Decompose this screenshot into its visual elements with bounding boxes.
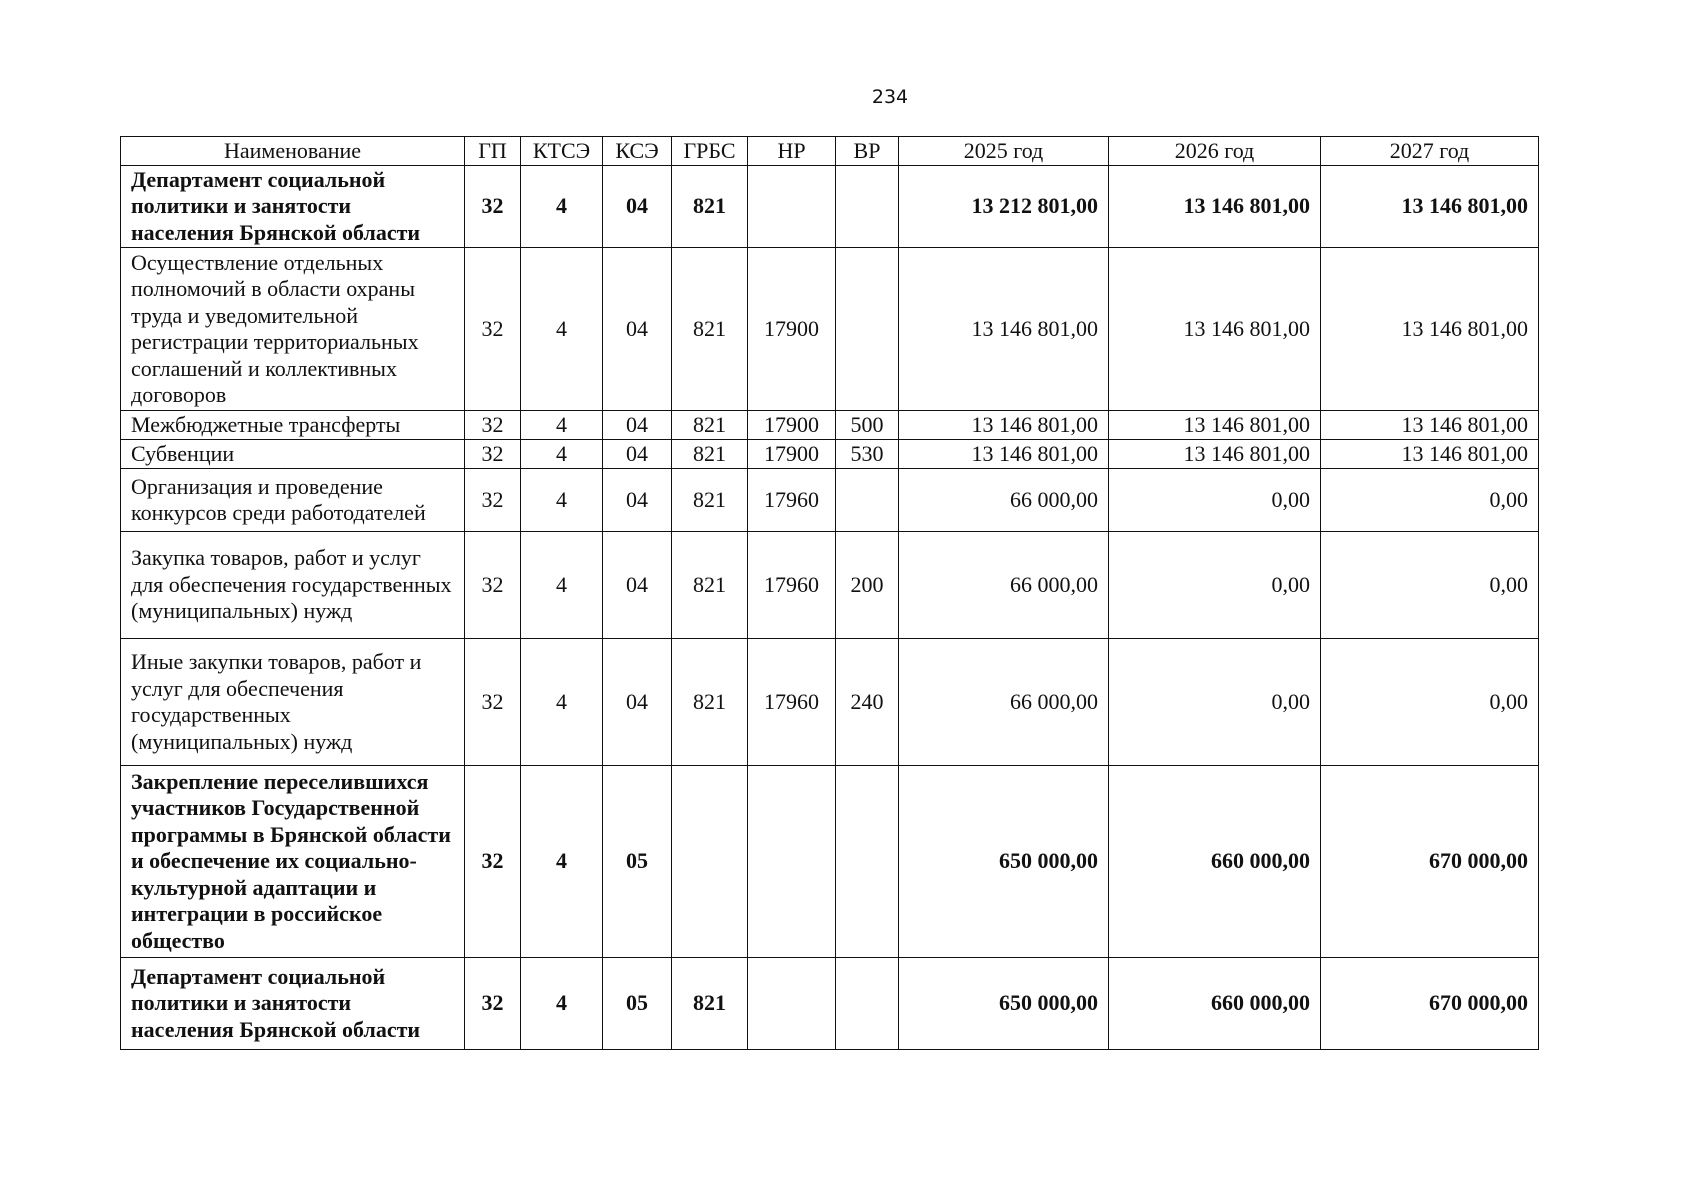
cell-nr: 17960 (748, 532, 836, 639)
cell-2026: 13 146 801,00 (1109, 440, 1321, 469)
cell-2027: 0,00 (1321, 639, 1539, 766)
cell-nr: 17900 (748, 440, 836, 469)
cell-nr (748, 958, 836, 1050)
cell-grbs (672, 766, 748, 958)
cell-2025: 650 000,00 (899, 958, 1109, 1050)
cell-grbs: 821 (672, 440, 748, 469)
table-row (121, 639, 1539, 766)
cell-ktse: 4 (521, 958, 603, 1050)
cell-kse: 04 (603, 166, 672, 248)
cell-ktse: 4 (521, 532, 603, 639)
cell-kse: 04 (603, 248, 672, 411)
cell-name: Субвенции (121, 440, 465, 469)
table-row (121, 166, 1539, 248)
cell-ktse: 4 (521, 440, 603, 469)
cell-kse: 04 (603, 639, 672, 766)
cell-nr: 17960 (748, 639, 836, 766)
cell-grbs: 821 (672, 532, 748, 639)
column-header-ktse: КТСЭ (521, 137, 603, 166)
cell-gp: 32 (465, 639, 521, 766)
cell-2027: 0,00 (1321, 532, 1539, 639)
cell-2026: 0,00 (1109, 639, 1321, 766)
cell-gp: 32 (465, 411, 521, 440)
cell-nr: 17960 (748, 469, 836, 532)
cell-vr (836, 958, 899, 1050)
cell-2025: 13 146 801,00 (899, 248, 1109, 411)
cell-nr (748, 166, 836, 248)
cell-grbs: 821 (672, 411, 748, 440)
cell-vr (836, 248, 899, 411)
cell-2025: 66 000,00 (899, 469, 1109, 532)
cell-vr: 530 (836, 440, 899, 469)
cell-2026: 0,00 (1109, 469, 1321, 532)
cell-2025: 13 146 801,00 (899, 440, 1109, 469)
cell-2026: 13 146 801,00 (1109, 166, 1321, 248)
cell-name: Иные закупки товаров, работ и услуг для обеспечения государственных (муниципальных) нужд (121, 639, 465, 766)
cell-gp: 32 (465, 958, 521, 1050)
cell-2026: 660 000,00 (1109, 958, 1321, 1050)
cell-ktse: 4 (521, 166, 603, 248)
cell-2025: 650 000,00 (899, 766, 1109, 958)
cell-vr: 500 (836, 411, 899, 440)
cell-kse: 04 (603, 469, 672, 532)
column-header-2025: 2025 год (899, 137, 1109, 166)
cell-name: Закрепление переселившихся участников Государственной программы в Брянской области и обеспечение их социально-культурной адаптации и интеграции в российское общество (121, 766, 465, 958)
table-row (121, 958, 1539, 1050)
cell-ktse: 4 (521, 248, 603, 411)
cell-2027: 13 146 801,00 (1321, 440, 1539, 469)
cell-name: Департамент социальной политики и занятости населения Брянской области (121, 958, 465, 1050)
table-row (121, 248, 1539, 411)
column-header-2026: 2026 год (1109, 137, 1321, 166)
cell-nr: 17900 (748, 411, 836, 440)
column-header-vr: ВР (836, 137, 899, 166)
cell-2025: 13 146 801,00 (899, 411, 1109, 440)
cell-name: Департамент социальной политики и занятости населения Брянской области (121, 166, 465, 248)
cell-ktse: 4 (521, 469, 603, 532)
cell-2027: 0,00 (1321, 469, 1539, 532)
budget-table (120, 136, 1539, 1050)
cell-ktse: 4 (521, 411, 603, 440)
table-header-row (121, 137, 1539, 166)
cell-2027: 670 000,00 (1321, 958, 1539, 1050)
cell-grbs: 821 (672, 166, 748, 248)
cell-grbs: 821 (672, 469, 748, 532)
cell-kse: 05 (603, 766, 672, 958)
cell-2027: 13 146 801,00 (1321, 248, 1539, 411)
cell-vr: 240 (836, 639, 899, 766)
cell-name: Межбюджетные трансферты (121, 411, 465, 440)
column-header-kse: КСЭ (603, 137, 672, 166)
cell-name: Осуществление отдельных полномочий в области охраны труда и уведомительной регистрации территориальных соглашений и коллективных договоров (121, 248, 465, 411)
cell-2027: 13 146 801,00 (1321, 166, 1539, 248)
cell-grbs: 821 (672, 639, 748, 766)
cell-2025: 13 212 801,00 (899, 166, 1109, 248)
cell-kse: 04 (603, 440, 672, 469)
cell-2027: 13 146 801,00 (1321, 411, 1539, 440)
cell-2026: 0,00 (1109, 532, 1321, 639)
table-row (121, 766, 1539, 958)
cell-2026: 13 146 801,00 (1109, 411, 1321, 440)
cell-kse: 05 (603, 958, 672, 1050)
cell-grbs: 821 (672, 248, 748, 411)
cell-grbs: 821 (672, 958, 748, 1050)
cell-2026: 13 146 801,00 (1109, 248, 1321, 411)
cell-2027: 670 000,00 (1321, 766, 1539, 958)
column-header-nr: НР (748, 137, 836, 166)
cell-gp: 32 (465, 166, 521, 248)
table-row (121, 469, 1539, 532)
cell-gp: 32 (465, 440, 521, 469)
cell-vr (836, 766, 899, 958)
cell-gp: 32 (465, 469, 521, 532)
column-header-gp: ГП (465, 137, 521, 166)
cell-vr: 200 (836, 532, 899, 639)
cell-kse: 04 (603, 411, 672, 440)
column-header-name: Наименование (121, 137, 465, 166)
cell-gp: 32 (465, 532, 521, 639)
table-body (121, 166, 1539, 1050)
cell-name: Закупка товаров, работ и услуг для обеспечения государственных (муниципальных) нужд (121, 532, 465, 639)
table-row (121, 411, 1539, 440)
cell-gp: 32 (465, 248, 521, 411)
column-header-2027: 2027 год (1321, 137, 1539, 166)
cell-gp: 32 (465, 766, 521, 958)
cell-ktse: 4 (521, 766, 603, 958)
cell-nr: 17900 (748, 248, 836, 411)
cell-2026: 660 000,00 (1109, 766, 1321, 958)
cell-vr (836, 166, 899, 248)
table-row (121, 440, 1539, 469)
table-row (121, 532, 1539, 639)
cell-2025: 66 000,00 (899, 532, 1109, 639)
cell-2025: 66 000,00 (899, 639, 1109, 766)
cell-vr (836, 469, 899, 532)
page-number: 234 (871, 86, 909, 108)
cell-nr (748, 766, 836, 958)
cell-ktse: 4 (521, 639, 603, 766)
column-header-grbs: ГРБС (672, 137, 748, 166)
cell-kse: 04 (603, 532, 672, 639)
cell-name: Организация и проведение конкурсов среди работодателей (121, 469, 465, 532)
